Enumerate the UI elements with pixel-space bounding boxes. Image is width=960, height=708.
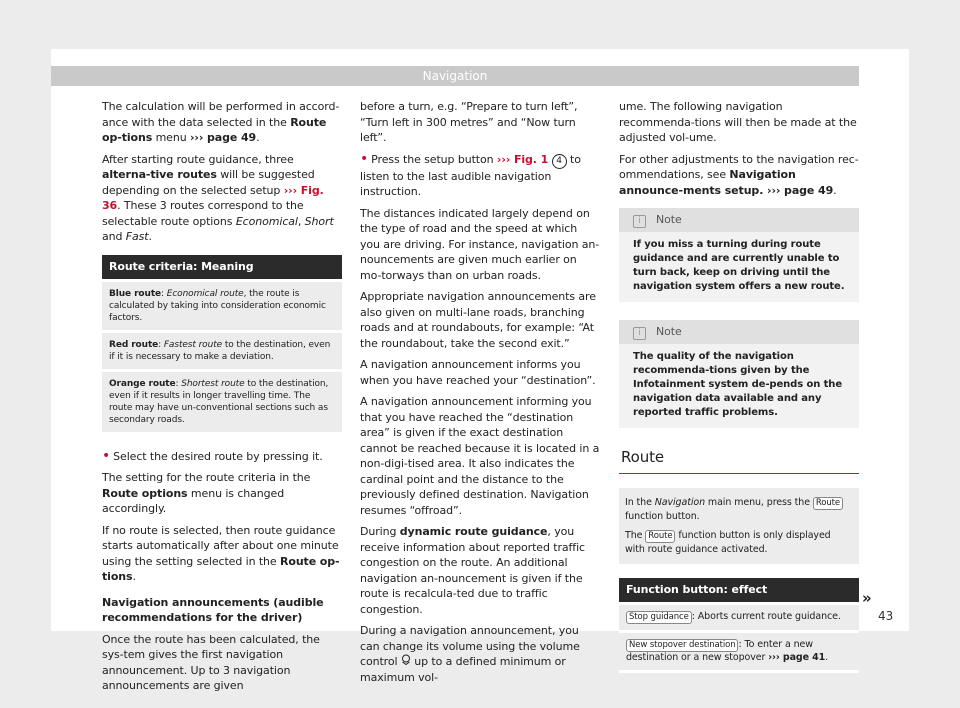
bullet-item: • Press the setup button ››› Fig. 1 4 to listen to the last audible navigation instruction. <box>360 150 581 198</box>
paragraph: The setting for the route criteria in the Route options menu is changed accordingly. <box>102 471 311 515</box>
note-title: Note <box>656 213 682 226</box>
note-box <box>619 320 859 428</box>
paragraph: The calculation will be performed in accord-ance with the data selected in the Route op-tions menu ››› page 49. <box>102 100 340 144</box>
column-3 <box>619 99 859 673</box>
volume-knob-icon <box>401 655 411 668</box>
column-2 <box>360 99 600 691</box>
page-number: 43 <box>878 609 894 623</box>
paragraph: A navigation announcement informs you when you have reached your “destination”. <box>360 358 596 387</box>
subheading: Navigation announcements (audible recommendations for the driver) <box>102 595 324 624</box>
paragraph: For other adjustments to the navigation rec-ommendations, see Navigation announce-ments setup. ››› page 49. <box>619 152 859 197</box>
paragraph: During dynamic route guidance, you receive information about reported traffic congestion on the route. An additional navigation an-nouncement is given if the route is recalcula-ted due to traffic congestion. <box>360 525 585 616</box>
info-icon: i <box>633 215 646 228</box>
bullet-icon: • <box>360 150 369 167</box>
bullet-icon: • <box>102 447 111 464</box>
intro-box <box>619 488 859 564</box>
table-title: Function button: effect <box>619 578 859 602</box>
column-1 <box>102 99 342 700</box>
stop-guidance-button[interactable]: Stop guidance <box>626 611 692 624</box>
note-box <box>619 208 859 302</box>
table-row: New stopover destination : To enter a new destination or a new stopover ››› page 41. <box>619 633 859 673</box>
table-row: Orange route: Shortest route to the destination, even if it results in longer travelling time. The route may have un-conventional sections such as secondary roads. <box>102 372 342 435</box>
info-icon: i <box>633 327 646 340</box>
continue-arrow-icon: » <box>862 589 872 607</box>
note-text: If you miss a turning during route guidance and are currently unable to turn back, keep on driving until the navigation system offers a new route. <box>633 239 845 292</box>
bullet-item: • Select the desired route by pressing it. <box>102 447 323 464</box>
new-stopover-button[interactable]: New stopover destination <box>626 639 738 652</box>
page-link[interactable]: ››› page 49 <box>763 183 834 197</box>
function-button-table <box>619 578 859 673</box>
route-criteria-table <box>102 255 342 435</box>
section-heading: Route <box>619 450 859 474</box>
table-row: Red route: Fastest route to the destination, even if it is necessary to make a deviation. <box>102 333 342 372</box>
page-link[interactable]: ››› page 49 <box>190 131 257 144</box>
paragraph: A navigation announcement informing you that you have reached the “destination area” is given if the exact destination cannot be reached because it is located in a non-digi-tised area. It also indicates the cardinal point and the distance to the previously defined destination. Navigation resumes “offroad”. <box>360 395 600 517</box>
paragraph: The Route function button is only displayed with route guidance activated. <box>625 529 831 555</box>
route-button[interactable]: Route <box>813 497 843 510</box>
table-title: Route criteria: Meaning <box>102 255 342 279</box>
table-row: Stop guidance : Aborts current route guidance. <box>619 605 859 633</box>
paragraph: ume. The following navigation recommenda-tions will then be made at the adjusted vol-ume. <box>619 100 857 144</box>
paragraph: After starting route guidance, three alterna-tive routes will be suggested depending on the selected setup ››› Fig. 36. These 3 routes correspond to the selectable route options Economical, Short and Fast. <box>102 152 334 243</box>
note-title: Note <box>656 325 682 338</box>
route-button[interactable]: Route <box>645 530 675 543</box>
table-row: Blue route: Economical route, the route is calculated by taking into consideration economic factors. <box>102 282 342 333</box>
figure-link[interactable]: ››› Fig. 1 <box>496 152 549 166</box>
page-link[interactable]: ››› page 41 <box>768 651 826 663</box>
figure-link[interactable]: ››› Fig. 36 <box>102 183 324 212</box>
paragraph: During a navigation announcement, you can change its volume using the volume control up to a defined minimum or maximum vol- <box>360 624 580 684</box>
paragraph: The distances indicated largely depend on the type of road and the speed at which you are driving. For instance, navigation an-nouncements are given much earlier on mo-torways than on urban roads. <box>360 206 600 282</box>
paragraph: before a turn, e.g. “Prepare to turn left”, “Turn left in 300 metres” and “Now turn left”. <box>360 100 578 144</box>
callout-number-icon: 4 <box>552 154 567 169</box>
note-text: The quality of the navigation recommenda-tions given by the Infotainment system de-pends on the navigation data available and any reported traffic problems. <box>633 351 843 418</box>
page-header: Navigation <box>51 66 859 86</box>
paragraph: Appropriate navigation announcements are also given on multi-lane roads, branching roads and at roundabouts, for example: “At the roundabout, take the second exit.” <box>360 290 596 350</box>
paragraph: In the Navigation main menu, press the Route function button. <box>625 496 853 523</box>
paragraph: Once the route has been calculated, the sys-tem gives the first navigation announcement. Up to 3 navigation announcements are given <box>102 632 320 692</box>
paragraph: If no route is selected, then route guidance starts automatically after about one minute using the setting selected in the Route op-tions. <box>102 523 340 583</box>
